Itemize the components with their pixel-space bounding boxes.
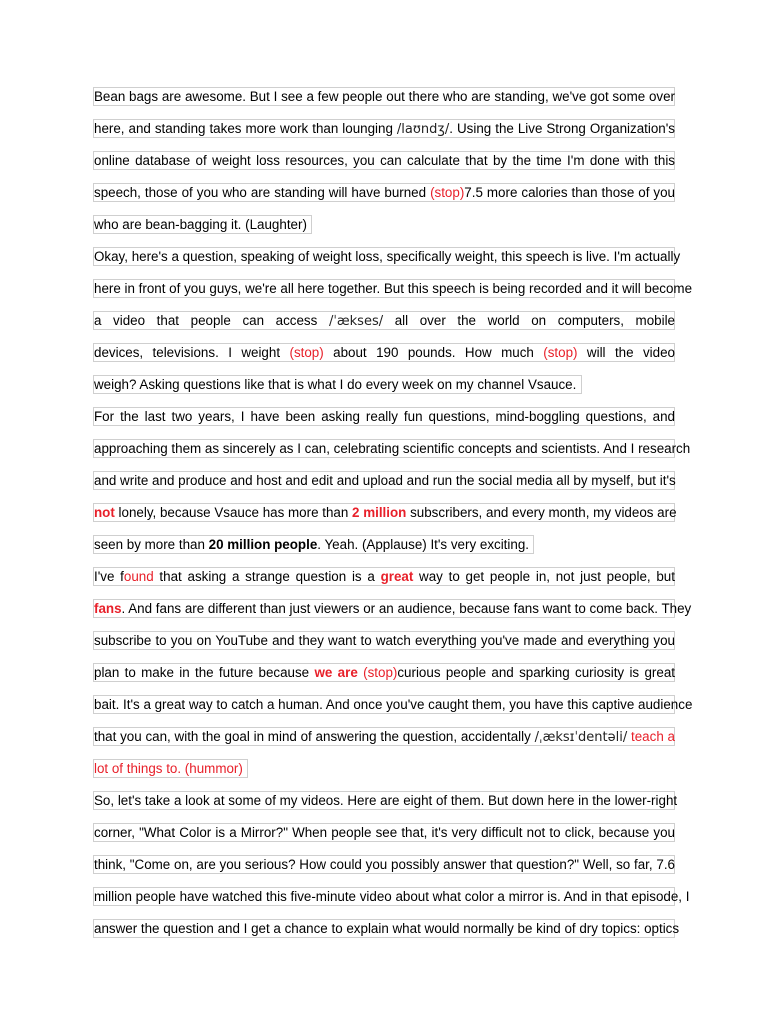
text-run: all over the world on computers, mobile [383,313,676,328]
text-run: think, "Come on, are you serious? How could you possibly answer that question?" Well, so far, 7.6 [94,857,675,872]
line-text [94,664,675,681]
marked-text: we are [314,665,358,680]
line-text [94,152,675,169]
text-run: seen by more than [94,537,209,552]
text-line [93,758,675,790]
line-text [94,568,675,585]
marked-text: 2 million [352,505,407,520]
marked-text: (stop) [363,665,398,680]
text-line [93,278,693,310]
paragraph [93,406,691,566]
text-line [93,822,675,854]
line-text [94,184,675,201]
text-run: . Using the Live Strong Organization's [449,121,675,136]
paragraph [93,790,690,950]
text-run: plan to make in the future because [94,665,315,680]
text-run: here in front of you guys, we're all here together. But this speech is being recorded and it will become [94,281,693,296]
text-line [93,310,675,342]
text-line [93,630,675,662]
text-run: 7.5 more calories than those of you [464,185,675,200]
text-line [93,662,675,694]
text-run: about 190 pounds. How much [323,345,544,360]
text-line [93,246,681,278]
text-run: corner, "What Color is a Mirror?" When people see that, it's very difficult not to click, because you [94,825,675,840]
text-line [93,150,675,182]
line-text [94,504,675,521]
line-text [94,792,678,809]
text-run: . Yeah. (Applause) It's very exciting. [317,537,529,552]
text-run: weigh? Asking questions like that is what I do every week on my channel Vsauce. [94,377,577,392]
text-line [93,790,678,822]
text-run: I've f [94,569,124,584]
text-run: way to get people in, not just people, but [413,569,675,584]
text-line [93,438,691,470]
text-run: speech, those of you who are standing will have burned [94,185,431,200]
line-text [94,440,691,457]
line-text [94,728,675,746]
text-line [93,598,692,630]
text-run: bait. It's a great way to catch a human. And once you've caught them, you have this captive audience [94,697,693,712]
transcript-body [93,86,693,950]
line-text [94,344,675,361]
text-run: a video that people can access [94,313,329,328]
text-run: . And fans are different than just viewers or an audience, because fans want to come back. They [121,601,692,616]
line-text [94,216,675,233]
text-run: subscribers, and every month, my videos are [406,505,677,520]
text-line [93,886,690,918]
marked-text: fans [94,601,122,616]
text-run: online database of weight loss resources, you can calculate that by the time I'm done with this [94,153,675,168]
text-run: that asking a strange question is a [153,569,381,584]
text-run: here, and standing takes more work than lounging [94,121,397,136]
text-run: Okay, here's a question, speaking of weight loss, specifically weight, this speech is live. I'm actually [94,249,681,264]
marked-text: not [94,505,115,520]
text-line [93,854,675,886]
line-text [94,696,693,713]
line-text [94,280,693,297]
text-run: subscribe to you on YouTube and they want to watch everything you've made and everything you [94,633,675,648]
paragraph [93,246,693,406]
marked-text: lot of things to. (hummor) [94,761,243,776]
line-text [94,312,675,330]
line-text [94,376,675,393]
text-run: For the last two years, I have been asking really fun questions, mind-boggling questions, and [94,409,675,424]
line-text [94,920,680,937]
line-text [94,536,675,553]
text-line [93,534,675,566]
line-text [94,408,675,425]
line-text [94,120,675,138]
text-line [93,214,675,246]
text-run: devices, televisions. I weight [94,345,290,360]
phonetic-transcription: /ˈækses/ [328,314,384,329]
text-run: approaching them as sincerely as I can, celebrating scientific concepts and scientists. And I research [94,441,691,456]
text-run: will the video [577,345,675,360]
paragraph [93,86,675,246]
text-line [93,406,675,438]
marked-text: (stop) [430,185,465,200]
text-run: and write and produce and host and edit and upload and run the social media all by myself, but it's [94,473,676,488]
line-text [94,632,675,649]
text-run: lonely, because Vsauce has more than [114,505,353,520]
text-run: million people have watched this five-minute video about what color a mirror is. And in that episode, I [94,889,690,904]
marked-text: 20 million people [208,537,318,552]
marked-text: (stop) [543,345,578,360]
line-text [94,248,681,265]
text-line [93,86,675,118]
text-line [93,726,675,758]
text-run: who are bean-bagging it. (Laughter) [94,217,307,232]
text-run: curious people and sparking curiosity is great [397,665,675,680]
marked-text: teach a [627,729,675,744]
text-run: Bean bags are awesome. But I see a few people out there who are standing, we've got some over [94,89,675,104]
text-run: So, let's take a look at some of my videos. Here are eight of them. But down here in the lower-right [94,793,678,808]
text-line [93,918,680,950]
text-line [93,470,675,502]
line-text [94,888,690,905]
line-text [94,824,675,841]
text-line [93,118,675,150]
text-line [93,342,675,374]
line-text [94,760,675,777]
phonetic-transcription: /laʊndʒ/ [396,122,450,137]
marked-text: (stop) [289,345,324,360]
marked-text: great [380,569,414,584]
paragraph [93,566,693,790]
text-line [93,694,693,726]
line-text [94,472,675,489]
text-line [93,182,675,214]
marked-text: ound [123,569,154,584]
line-text [94,856,675,873]
text-run: answer the question and I get a chance to explain what would normally be kind of dry topics: optics [94,921,680,936]
text-line [93,374,675,406]
line-text [94,88,675,105]
text-run: that you can, with the goal in mind of answering the question, accidentally [94,729,535,744]
phonetic-transcription: /ˌæksɪˈdentəli/ [534,730,628,745]
text-line [93,502,675,534]
line-text [94,600,692,617]
text-line [93,566,675,598]
